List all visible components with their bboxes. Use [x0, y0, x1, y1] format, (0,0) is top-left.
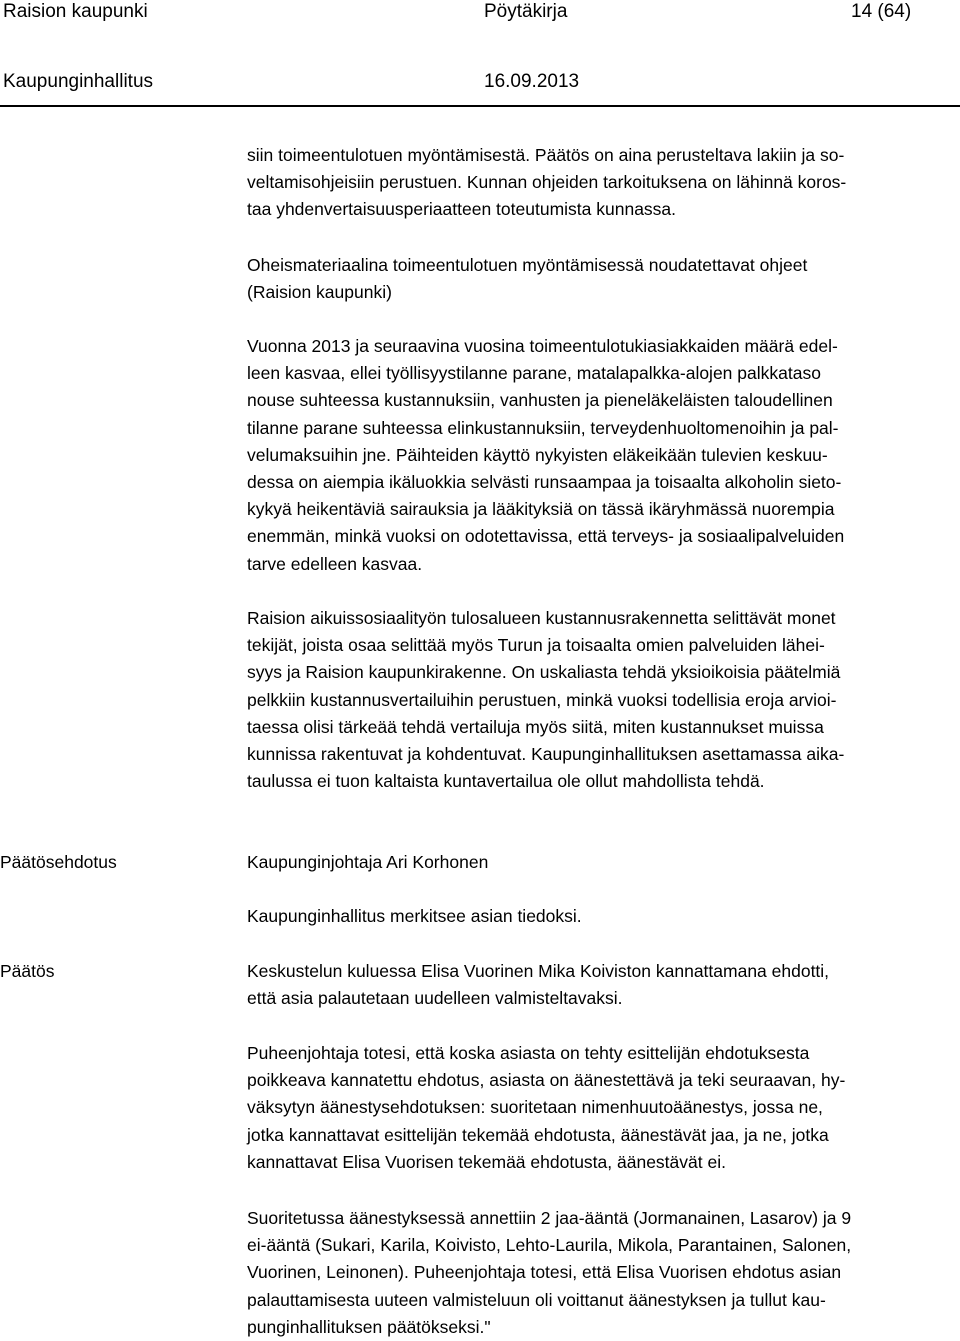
meeting-body: Kaupunginhallitus	[3, 71, 154, 92]
paragraph-3: Vuonna 2013 ja seuraavina vuosina toimeentulotukiasiakkaiden määrä edel- leen kasvaa, ellei työllisyystilanne parane, matalapalkka-alojen palkkataso nouse suhteessa kustannuksiin, vanhusten ja pieneläkeläisten taloudellinen tilanne parane suhteessa elinkustannuksiin, terveydenhuoltomenoihin ja pal- velumaksuihin jne. Päihteiden käyttö nykyisten eläkeikään tulevien keskuu- dessa on aiempia ikäluokkia selvästi runsaampaa ja toisaalta alkoholin sieto- kykyä heikentäviä sairauksia ja lääkityksiä on tässä ikäryhmässä nuorempia enemmän, minkä vuoksi on odotettavissa, että terveys- ja sosiaalipalveluiden tarve edelleen kasvaa.	[247, 336, 845, 574]
meeting-date: 16.09.2013	[484, 71, 580, 92]
decision-paragraph-2: Puheenjohtaja totesi, että koska asiasta on tehty esittelijän ehdotuksesta poikkeava kannatettu ehdotus, asiasta on äänestettävä ja teki seuraavan, hy- väksytyn äänestysehdotuksen: suoritetaan nimenhuutoäänestys, jossa ne, jotka kannattavat esittelijän tekemää ehdotusta, äänestävät jaa, ja ne, jotka kannattavat Elisa Vuorisen tekemää ehdotusta, äänestävät ei.	[247, 1043, 846, 1172]
page-number: 14 (64)	[851, 1, 912, 22]
organization-name: Raision kaupunki	[3, 1, 148, 22]
decision-label: Päätös	[0, 961, 55, 981]
paragraph-2: Oheismateriaalina toimeentulotuen myöntämisessä noudatettavat ohjeet (Raision kaupunki)	[247, 255, 808, 303]
decision-paragraph-1: Keskustelun kuluessa Elisa Vuorinen Mika Koiviston kannattamana ehdotti, että asia palautetaan uudelleen valmisteltavaksi.	[247, 961, 830, 1009]
proposal-label: Päätösehdotus	[0, 852, 117, 872]
header-divider	[0, 105, 960, 107]
paragraph-4: Raision aikuissosiaalityön tulosalueen kustannusrakennetta selittävät monet tekijät, joista osaa selittää myös Turun ja toisaalta omien palveluiden lähei- syys ja Raision kaupunkirakenne. On uskaliasta tehdä yksioikoisia päätelmiä pelkkiin kustannusvertailuihin perustuen, minkä vuoksi todellisia eroja arvioi- taessa olisi tärkeää tehdä vertailuja myös siitä, miten kustannukset muissa kunnissa rakentuvat ja kohdentuvat. Kaupunginhallituksen asettamassa aika- taulussa ei tuon kaltaista kuntavertailua ole ollut mahdollista tehdä.	[247, 608, 845, 792]
proposal-text: Kaupunginhallitus merkitsee asian tiedoksi.	[247, 906, 582, 926]
proposal-presenter: Kaupunginjohtaja Ari Korhonen	[247, 852, 489, 872]
decision-paragraph-3: Suoritetussa äänestyksessä annettiin 2 jaa-ääntä (Jormanainen, Lasarov) ja 9 ei-ääntä (Sukari, Karila, Koivisto, Lehto-Laurila, Mikola, Parantainen, Salonen, Vuorinen, Leinonen). Puheenjohtaja totesi, että Elisa Vuorisen ehdotus asian palauttamisesta uuteen valmisteluun oli voittanut äänestyksen ja tullut kau- punginhallituksen päätökseksi."	[247, 1208, 852, 1337]
document-type: Pöytäkirja	[484, 1, 568, 22]
paragraph-1: siin toimeentulotuen myöntämisestä. Päätös on aina perusteltava lakiin ja so- veltamisohjeisiin perustuen. Kunnan ohjeiden tarkoituksena on lähinnä koros- taa yhdenvertaisuusperiaatteen toteutumista kunnassa.	[247, 145, 847, 220]
